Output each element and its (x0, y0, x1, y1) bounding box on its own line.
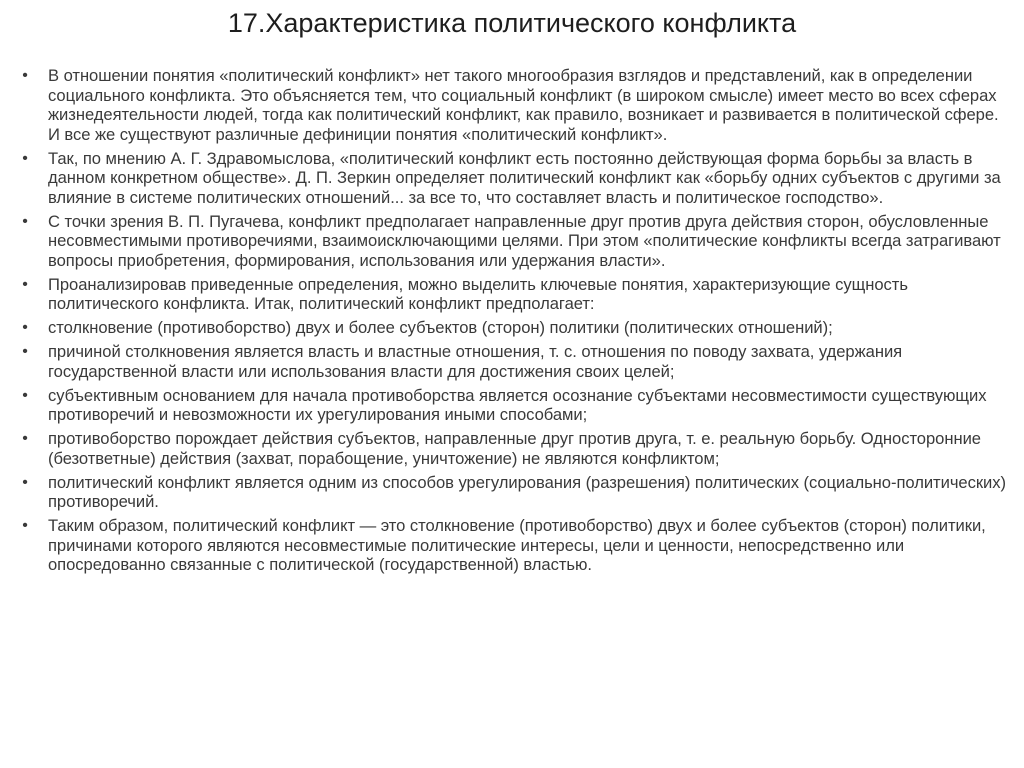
bullet-item (20, 429, 1010, 468)
bullet-icon: • (22, 473, 28, 491)
bullet-text: Таким образом, политический конфликт — это столкновение (противоборство) двух и более субъектов (сторон) политики, причинами которого являются несовместимые политические интересы, цели и ценности, непосредственно или опосредованно связанные с политической (государственной) властью. (48, 516, 986, 574)
bullet-icon: • (22, 319, 28, 336)
bullet-text: Проанализировав приведенные определения, можно выделить ключевые понятия, характеризующие сущность политического конфликта. Итак, политический конфликт предполагает: (48, 274, 908, 313)
bullet-icon: • (22, 343, 28, 360)
bullet-text: С точки зрения В. П. Пугачева, конфликт предполагает направленные друг против друга действия сторон, обусловленные несовместимыми противоречиями, взаимоисключающими целями. При этом «политические конфликты всегда затрагивают вопросы приобретения, формирования, использования или удержания власти». (48, 211, 1001, 270)
bullet-text: столкновение (противоборство) двух и более субъектов (сторон) политики (политических отношений); (48, 318, 833, 337)
bullet-icon: • (22, 430, 28, 447)
bullet-text: В отношении понятия «политический конфликт» нет такого многообразия взглядов и представлений, как в определении социального конфликта. Это объясняется тем, что социальный конфликт (в широком смысле) имеет место во всех сферах жизнедеятельности людей, тогда как политический конфликт, как правило, возникает и развивается в политической сфере. И все же существуют различные дефиниции понятия «политический конфликт». (48, 66, 999, 144)
bullet-item (20, 212, 1010, 271)
bullet-item (20, 318, 1010, 338)
bullet-icon: • (22, 212, 28, 230)
bullet-item (20, 386, 1010, 425)
bullet-text: Так, по мнению А. Г. Здравомыслова, «политический конфликт есть постоянно действующая форма борьбы за власть в данном конкретном обществе». Д. П. Зеркин определяет политический конфликт как «борьбу одних субъектов с другими за влияние в системе политических отношений... за все то, что составляет власть и политическое господство». (48, 148, 1001, 207)
bullet-item (20, 516, 1010, 575)
bullet-item (20, 149, 1010, 208)
bullet-text: политический конфликт является одним из способов урегулирования (разрешения) политических (социально-политических) противоречий. (48, 472, 1006, 511)
bullet-item (20, 66, 1010, 144)
bullet-text: причиной столкновения является власть и властные отношения, т. с. отношения по поводу захвата, удержания государственной власти или использования власти для достижения своих целей; (48, 342, 903, 381)
bullet-item (20, 473, 1010, 512)
bullet-icon: • (22, 517, 28, 534)
bullet-item (20, 275, 1010, 314)
bullet-list (20, 66, 1010, 579)
bullet-icon: • (22, 67, 28, 84)
bullet-icon: • (22, 275, 28, 293)
bullet-text: противоборство порождает действия субъектов, направленные друг против друга, т. е. реальную борьбу. Односторонние (безответные) действия (захват, порабощение, уничтожение) не являются конфликтом; (48, 429, 981, 468)
bullet-text: субъективным основанием для начала противоборства является осознание субъектами несовместимости существующих противоречий и невозможности их урегулирования иными способами; (48, 385, 987, 424)
slide-title: 17.Характеристика политического конфликта (227, 8, 797, 38)
bullet-icon: • (22, 149, 28, 167)
bullet-item (20, 342, 1010, 381)
bullet-icon: • (22, 386, 28, 404)
